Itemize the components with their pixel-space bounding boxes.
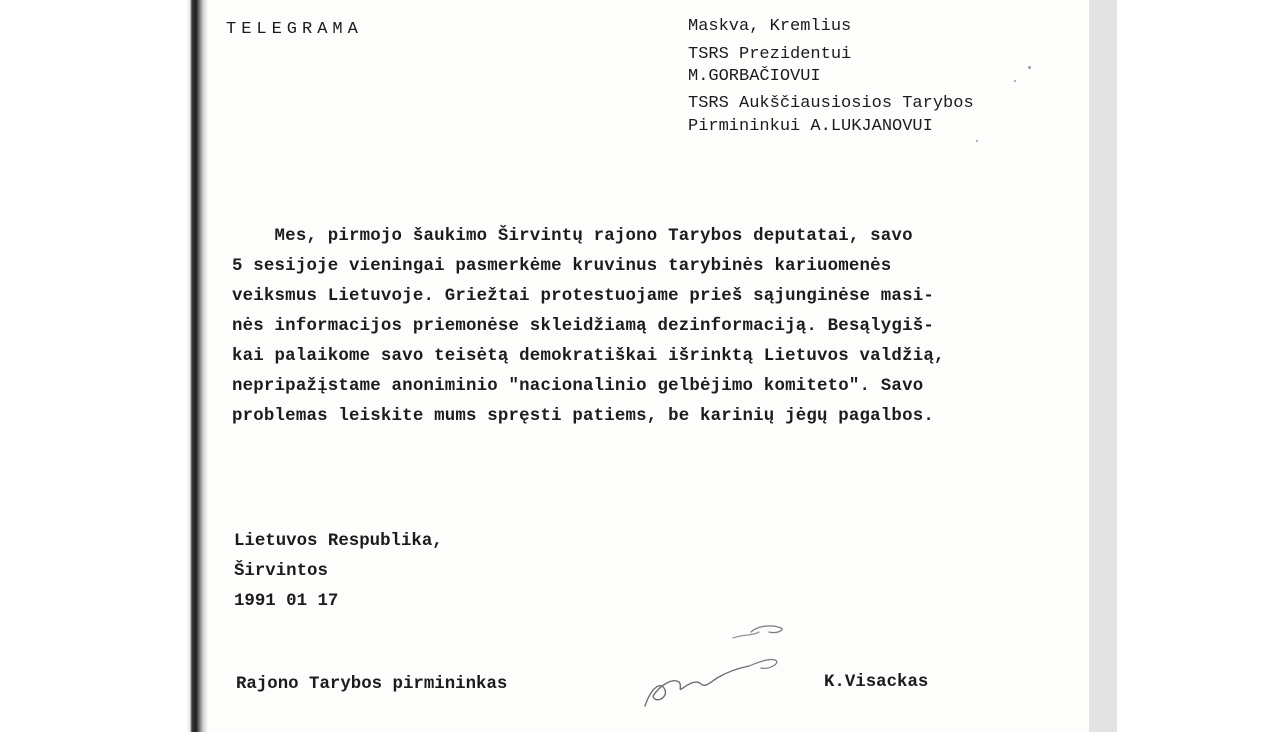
recipient-city: Maskva, Kremlius bbox=[688, 17, 852, 36]
recipient-chairman-title: TSRS Aukščiausiosios Tarybos bbox=[688, 94, 974, 113]
signatory-title: Rajono Tarybos pirmininkas bbox=[236, 675, 508, 694]
paper-speck bbox=[1014, 80, 1016, 82]
recipient-chairman bbox=[688, 92, 974, 138]
body-line: Mes, pirmojo šaukimo Širvintų rajono Tarybos deputatai, savo bbox=[232, 227, 913, 246]
telegram-body bbox=[232, 222, 945, 432]
body-line: veiksmus Lietuvoje. Griežtai protestuojame prieš sąjunginėse masi- bbox=[232, 287, 934, 306]
paper-speck bbox=[976, 140, 978, 142]
telegram-heading: TELEGRAMA bbox=[226, 20, 363, 39]
place-country: Lietuvos Respublika, bbox=[234, 532, 443, 551]
document-date: 1991 01 17 bbox=[234, 592, 339, 611]
body-line: kai palaikome savo teisėtą demokratiškai išrinktą Lietuvos valdžią, bbox=[232, 347, 945, 366]
page-binding-edge bbox=[186, 0, 208, 732]
recipient-president-name: M.GORBAČIOVUI bbox=[688, 67, 821, 86]
place-and-date bbox=[234, 527, 443, 617]
recipient-chairman-name: Pirmininkui A.LUKJANOVUI bbox=[688, 117, 933, 136]
body-line: nepripažįstame anoniminio "nacionalinio gelbėjimo komiteto". Savo bbox=[232, 377, 924, 396]
recipient-president-title: TSRS Prezidentui bbox=[688, 45, 852, 64]
body-line: nės informacijos priemonėse skleidžiamą dezinformaciją. Besąlygiš- bbox=[232, 317, 934, 336]
body-line: problemas leiskite mums spręsti patiems, be karinių jėgų pagalbos. bbox=[232, 407, 934, 426]
body-line: 5 sesijoje vieningai pasmerkėme kruvinus tarybinės kariuomenės bbox=[232, 257, 892, 276]
place-town: Širvintos bbox=[234, 562, 328, 581]
paper-speck bbox=[1028, 66, 1031, 69]
recipient-president bbox=[688, 44, 851, 88]
document-page bbox=[186, 0, 1089, 732]
handwritten-signature bbox=[631, 618, 791, 718]
scrollbar-track[interactable] bbox=[1089, 0, 1117, 732]
signatory-name: K.Visackas bbox=[824, 673, 929, 692]
